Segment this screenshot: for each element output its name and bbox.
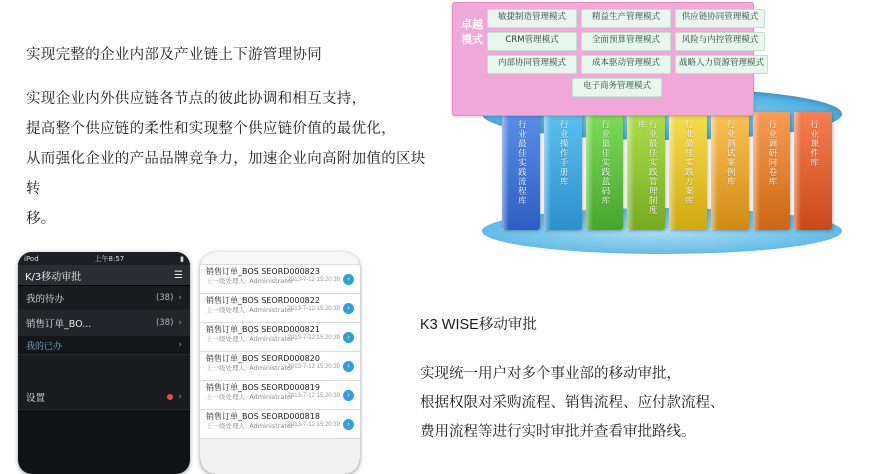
- book-label: 行业调研问卷库: [766, 120, 777, 187]
- intro-line: 移。: [26, 211, 56, 227]
- chevron-right-icon: ›: [178, 318, 182, 328]
- chevron-right-icon[interactable]: ›: [343, 274, 354, 285]
- menu-item-count: (38): [155, 318, 174, 328]
- model-cell: 精益生产管理模式: [581, 9, 671, 28]
- book-label: 行业操作手册库: [558, 120, 569, 187]
- model-cell: 战略人力资源管理模式: [675, 55, 768, 74]
- list-item-date: 2013-7-12 15:20:39: [287, 364, 340, 370]
- app-header: [18, 265, 190, 286]
- intro-heading: 实现完整的企业内部及产业链上下游管理协同: [26, 47, 322, 63]
- phone-left: [18, 252, 190, 474]
- menu-item-done[interactable]: [18, 336, 190, 355]
- book-row: [502, 112, 832, 242]
- list-item-sub: 上一级处理人: Administrator: [206, 335, 294, 343]
- model-cell: 成本驱动管理模式: [581, 55, 671, 74]
- list-item-date: 2013-7-12 15:20:39: [287, 393, 340, 399]
- list-item-sub: 上一级处理人: Administrator: [206, 393, 294, 401]
- mobile-approval-line: 实现统一用户对多个事业部的移动审批，: [420, 366, 681, 382]
- intro-text-block: [26, 40, 426, 234]
- book-label: 行业最佳实践方案库: [683, 120, 694, 206]
- model-cell: 全面预算管理模式: [581, 32, 671, 51]
- list-item-sub: 上一级处理人: Administrator: [206, 277, 294, 285]
- mobile-approval-title: K3 WISE移动审批: [420, 317, 537, 333]
- book-item: [586, 112, 624, 230]
- chevron-right-icon[interactable]: ›: [343, 419, 354, 430]
- book-item: [753, 112, 791, 230]
- list-item-title: 销售订单_BOS SEORD000823: [206, 267, 320, 276]
- list-item[interactable]: [200, 294, 360, 323]
- intro-line: 实现企业内外供应链各节点的彼此协调和相互支持，: [26, 91, 367, 107]
- menu-item-todo[interactable]: [18, 286, 190, 311]
- menu-item-sales-order[interactable]: [18, 311, 190, 336]
- list-item[interactable]: [200, 352, 360, 381]
- app-title: K/3移动审批: [25, 271, 82, 283]
- menu-item-label: 设置: [26, 393, 46, 404]
- book-item: [669, 112, 707, 230]
- book-label: 行业最佳实践蓝码库: [599, 120, 610, 206]
- model-cell: CRM管理模式: [487, 32, 577, 51]
- list-item-date: 2013-7-12 15:20:39: [287, 277, 340, 283]
- list-item[interactable]: [200, 410, 360, 439]
- model-cell: 风险与内控管理模式: [675, 32, 765, 51]
- list-item[interactable]: [200, 323, 360, 352]
- book-item: [502, 112, 540, 230]
- book-label: 行业课件库: [808, 120, 819, 168]
- chevron-right-icon[interactable]: ›: [343, 390, 354, 401]
- status-bar: [18, 252, 190, 265]
- battery-icon: ▮: [180, 254, 184, 263]
- model-cell: 内部协同管理模式: [487, 55, 577, 74]
- list-item-title: 销售订单_BOS SEORD000822: [206, 296, 320, 305]
- list-icon[interactable]: ☰: [174, 269, 183, 281]
- list-item-sub: 上一级处理人: Administrator: [206, 306, 294, 314]
- model-grid: [487, 9, 765, 97]
- list-item-date: 2013-7-12 15:20:39: [287, 306, 340, 312]
- chevron-right-icon: ›: [178, 340, 182, 350]
- list-item-sub: 上一级处理人: Administrator: [206, 422, 294, 430]
- mobile-approval-text-block: [420, 312, 860, 447]
- model-grid-row: [487, 78, 747, 97]
- list-item-date: 2013-7-12 15:20:39: [287, 422, 340, 428]
- chevron-right-icon: ›: [178, 293, 182, 303]
- model-cell: 电子商务管理模式: [572, 78, 662, 97]
- menu-item-label: 我的已办: [26, 341, 63, 352]
- phone-right: [200, 252, 360, 474]
- chevron-right-icon: ›: [178, 392, 182, 402]
- excellence-model-panel: [452, 2, 765, 116]
- mobile-approval-line: 根据权限对采购流程、销售流程、应付款流程、: [420, 395, 725, 411]
- list-item-title: 销售订单_BOS SEORD000819: [206, 383, 320, 392]
- status-time: 上午8:57: [94, 254, 125, 263]
- menu-item-count: (38): [155, 293, 174, 303]
- list-item-date: 2013-7-12 15:20:39: [287, 335, 340, 341]
- intro-line: 提高整个供应链的柔性和实现整个供应链价值的最优化，: [26, 121, 396, 137]
- status-bar: [200, 252, 360, 265]
- menu-list: [18, 286, 190, 410]
- chevron-right-icon[interactable]: ›: [343, 332, 354, 343]
- menu-item-label: 我的待办: [26, 294, 65, 305]
- book-label: 行业最佳实践管理制度库: [636, 120, 658, 215]
- list-item-title: 销售订单_BOS SEORD000818: [206, 412, 320, 421]
- model-cell: 敏捷制造管理模式: [487, 9, 577, 28]
- menu-item-settings[interactable]: [18, 385, 190, 410]
- model-grid-row: [487, 32, 759, 51]
- book-item: [627, 112, 665, 230]
- book-item: [544, 112, 582, 230]
- book-label: 行业测试案例库: [725, 120, 736, 187]
- menu-item-label: 销售订单_BO...: [26, 319, 92, 330]
- book-item: [711, 112, 749, 230]
- panel-side-title: 卓越模式: [461, 18, 483, 46]
- model-cell: 供应链协同管理模式: [675, 9, 765, 28]
- intro-line: 从而强化企业的产品品牌竞争力，加速企业向高附加值的区块转: [26, 151, 426, 197]
- list-item-sub: 上一级处理人: Administrator: [206, 364, 294, 372]
- list-item-title: 销售订单_BOS SEORD000821: [206, 325, 320, 334]
- mobile-approval-line: 费用流程等进行实时审批并查看审批路线。: [420, 424, 696, 440]
- book-label: 行业最佳实践流程库: [516, 120, 527, 206]
- book-item: [794, 112, 832, 230]
- list-item[interactable]: [200, 265, 360, 294]
- list-item-title: 销售订单_BOS SEORD000820: [206, 354, 320, 363]
- notification-dot-icon: [167, 394, 173, 400]
- list-item[interactable]: [200, 381, 360, 410]
- model-grid-row: [487, 55, 765, 74]
- model-grid-row: [487, 9, 759, 28]
- chevron-right-icon[interactable]: ›: [343, 361, 354, 372]
- chevron-right-icon[interactable]: ›: [343, 303, 354, 314]
- approval-list: [200, 252, 360, 474]
- status-carrier: iPod: [24, 254, 39, 263]
- phone-screenshots: [18, 252, 398, 474]
